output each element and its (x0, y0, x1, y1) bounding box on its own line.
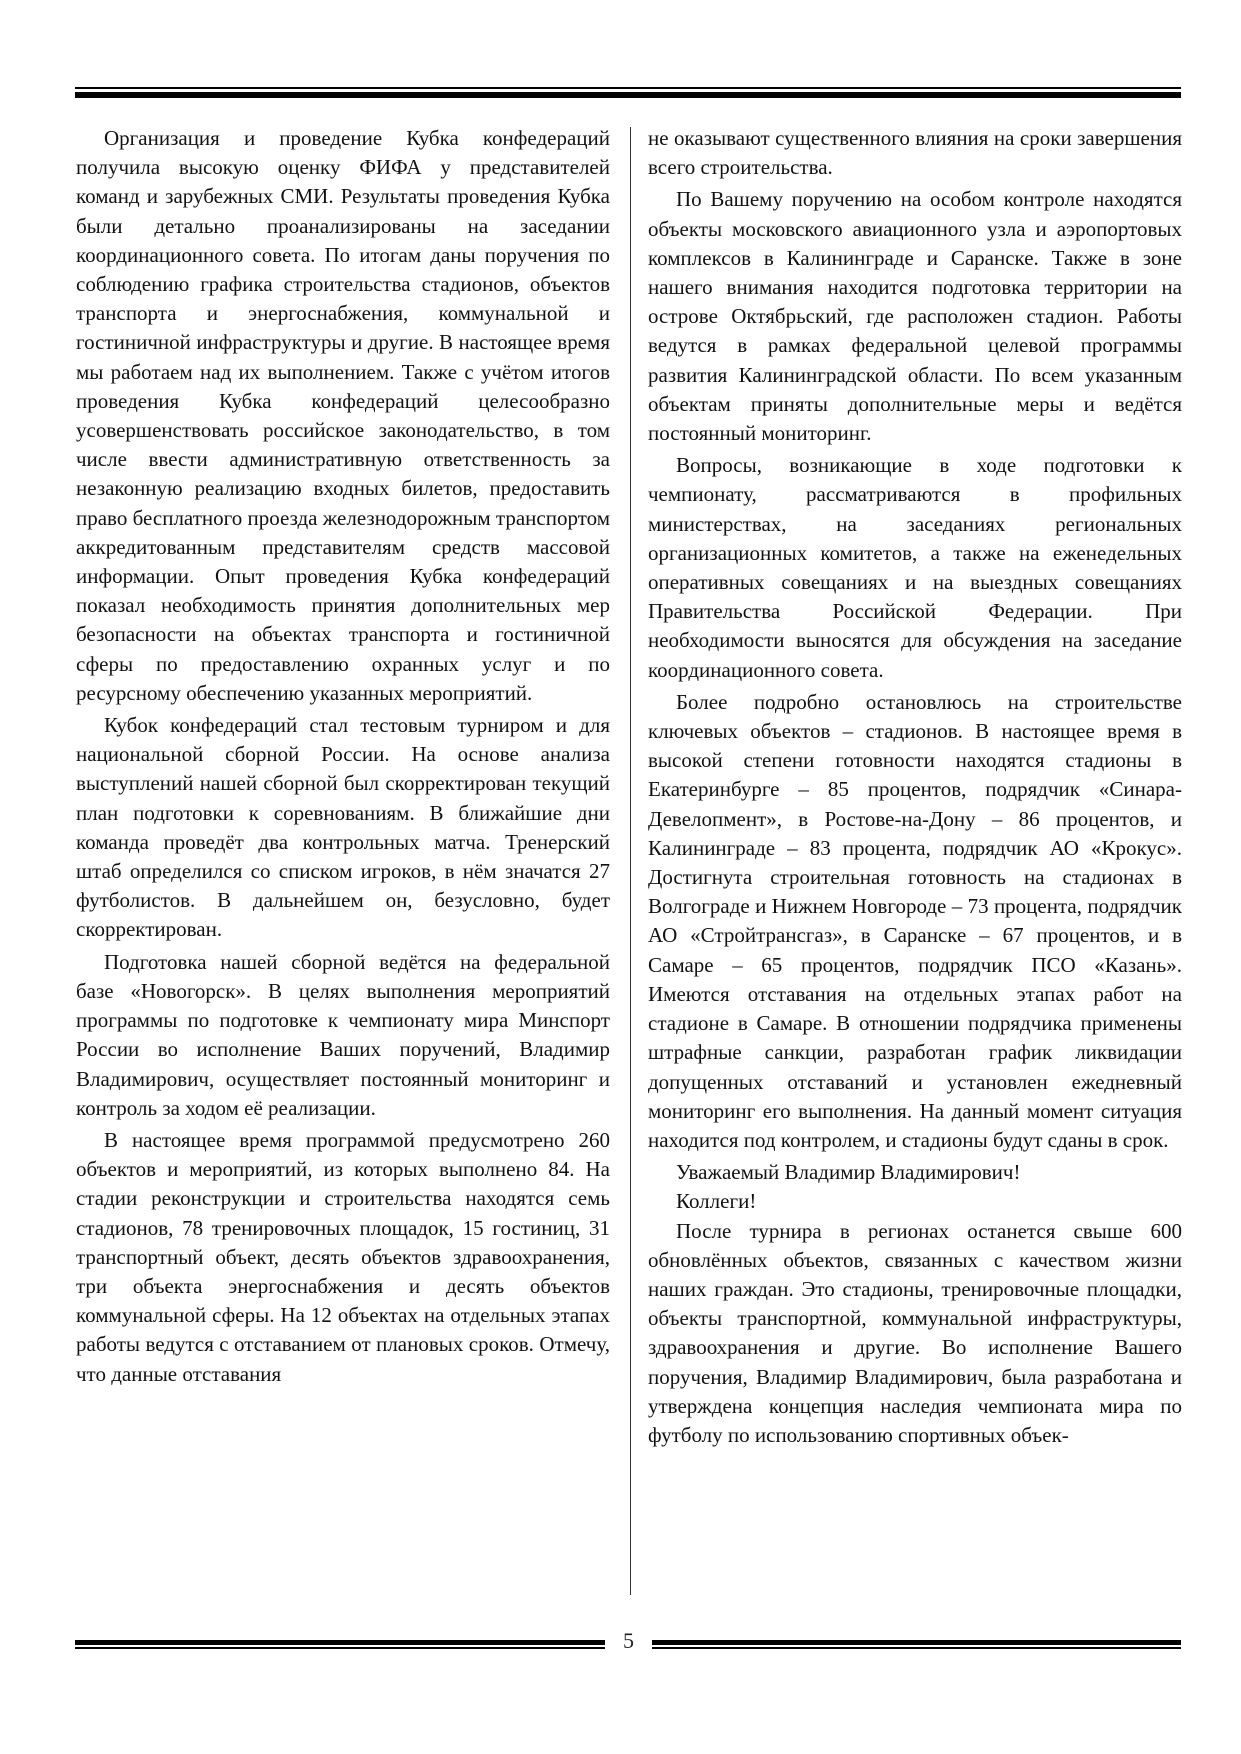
footer-rule-right-thin (652, 1647, 1181, 1649)
paragraph: По Вашему поручению на особом контроле находятся объекты московского авиационного узла и аэропортовых комплексов в Калининграде и Саранске. Также в зоне нашего внимания находится подготовка территории на острове Октябрьский, где расположен стадион. Работы ведутся в рамках федеральной целевой программы развития Калининградской области. По всем указанным объектам приняты дополнительные меры и ведётся постоянный мониторинг. (648, 187, 1182, 446)
text-column-left (76, 124, 610, 1392)
paragraph: Вопросы, возникающие в ходе подготовки к чемпионату, рассматриваются в профильных министерствах, на заседаниях региональных организационных комитетов, а также на еженедельных оперативных совещаниях и на выездных совещаниях Правительства Российской Федерации. При необходимости выносятся для обсуждения на заседание координационного совета. (648, 453, 1182, 682)
paragraph: После турнира в регионах останется свыше 600 обновлённых объектов, связанных с качеством жизни наших граждан. Это стадионы, тренировочные площадки, объекты транспортной, коммунальной инфраструктуры, здравоохранения и другие. Во исполнение Вашего поручения, Владимир Владимирович, была разработана и утверждена концепция наследия чемпионата мира по футболу по использованию спортивных объек- (648, 1218, 1182, 1447)
footer-rule-left-thin (75, 1647, 605, 1649)
paragraph: Подготовка нашей сборной ведётся на федеральной базе «Новогорск». В целях выполнения мероприятий программы по подготовке к чемпионату мира Минспорт России во исполнение Ваших поручений, Владимир Владимирович, осуществляет постоянный мониторинг и контроль за ходом её реализации. (76, 949, 610, 1120)
footer-rule-right-thick (652, 1640, 1181, 1645)
page-number: 5 (623, 1628, 634, 1653)
text-column-right (648, 124, 1182, 1453)
salutation: Уважаемый Владимир Владимирович! (676, 1160, 1021, 1185)
paragraph-continuation: не оказывают существенного влияния на сроки завершения всего строительства. (648, 126, 1182, 180)
paragraph: Более подробно остановлюсь на строительстве ключевых объектов – стадионов. В настоящее время в высокой степени готовности находятся стадионы в Екатеринбурге – 85 процентов, подрядчик «Синара-Девелопмент», в Ростове-на-Дону – 86 процентов, и Калининграде – 83 процента, подрядчик АО «Крокус». Достигнута строительная готовность на стадионах в Волгограде и Нижнем Новгороде – 73 процента, подрядчик АО «Стройтрансгаз», в Саранске – 67 процентов, и в Самаре – 65 процентов, подрядчик ПСО «Казань». Имеются отставания на отдельных этапах работ на стадионе в Самаре. В отношении подрядчика применены штрафные санкции, разработан график ликвидации допущенных отставаний и установлен ежедневный мониторинг его выполнения. На данный момент ситуация находится под контролем, и стадионы будут сданы в срок. (648, 689, 1182, 1152)
salutation: Коллеги! (676, 1189, 757, 1214)
paragraph: Организация и проведение Кубка конфедераций получила высокую оценку ФИФА у представителей команд и зарубежных СМИ. Результаты проведения Кубка были детально проанализированы на заседании координационного совета. По итогам даны поручения по соблюдению графика строительства стадионов, объектов транспорта и энергоснабжения, коммунальной и гостиничной инфраструктуры и другие. В настоящее время мы работаем над их выполнением. Также с учётом итогов проведения Кубка конфедераций целесообразно усовершенствовать российское законодательство, в том числе ввести административную ответственность за незаконную реализацию входных билетов, предоставить право бесплатного проезда железнодорожным транспортом аккредитованным представителям средств массовой информации. Опыт проведения Кубка конфедераций показал необходимость принятия дополнительных мер безопасности на объектах транспорта и гостиничной сферы по предоставлению охранных услуг и по ресурсному обеспечению указанных мероприятий. (76, 126, 610, 705)
paragraph: Кубок конфедераций стал тестовым турниром и для национальной сборной России. На основе анализа выступлений нашей сборной был скорректирован текущий план подготовки к соревнованиям. В ближайшие дни команда проведёт два контрольных матча. Тренерский штаб определился со списком игроков, в нём значатся 27 футболистов. В дальнейшем он, безусловно, будет скорректирован. (76, 713, 610, 942)
header-rule-thick (75, 92, 1181, 98)
paragraph: В настоящее время программой предусмотрено 260 объектов и мероприятий, из которых выполнено 84. На стадии реконструкции и строительства находятся семь стадионов, 78 тренировочных площадок, 15 гостиниц, 31 транспортный объект, десять объектов здравоохранения, три объекта энергоснабжения и десять объектов коммунальной сферы. На 12 объектах на отдельных этапах работы ведутся с отставанием от плановых сроков. Отмечу, что данные отставания (76, 1127, 610, 1386)
header-rule-thin (75, 87, 1181, 89)
footer-rule-left-thick (75, 1640, 605, 1645)
column-divider (630, 127, 631, 1595)
